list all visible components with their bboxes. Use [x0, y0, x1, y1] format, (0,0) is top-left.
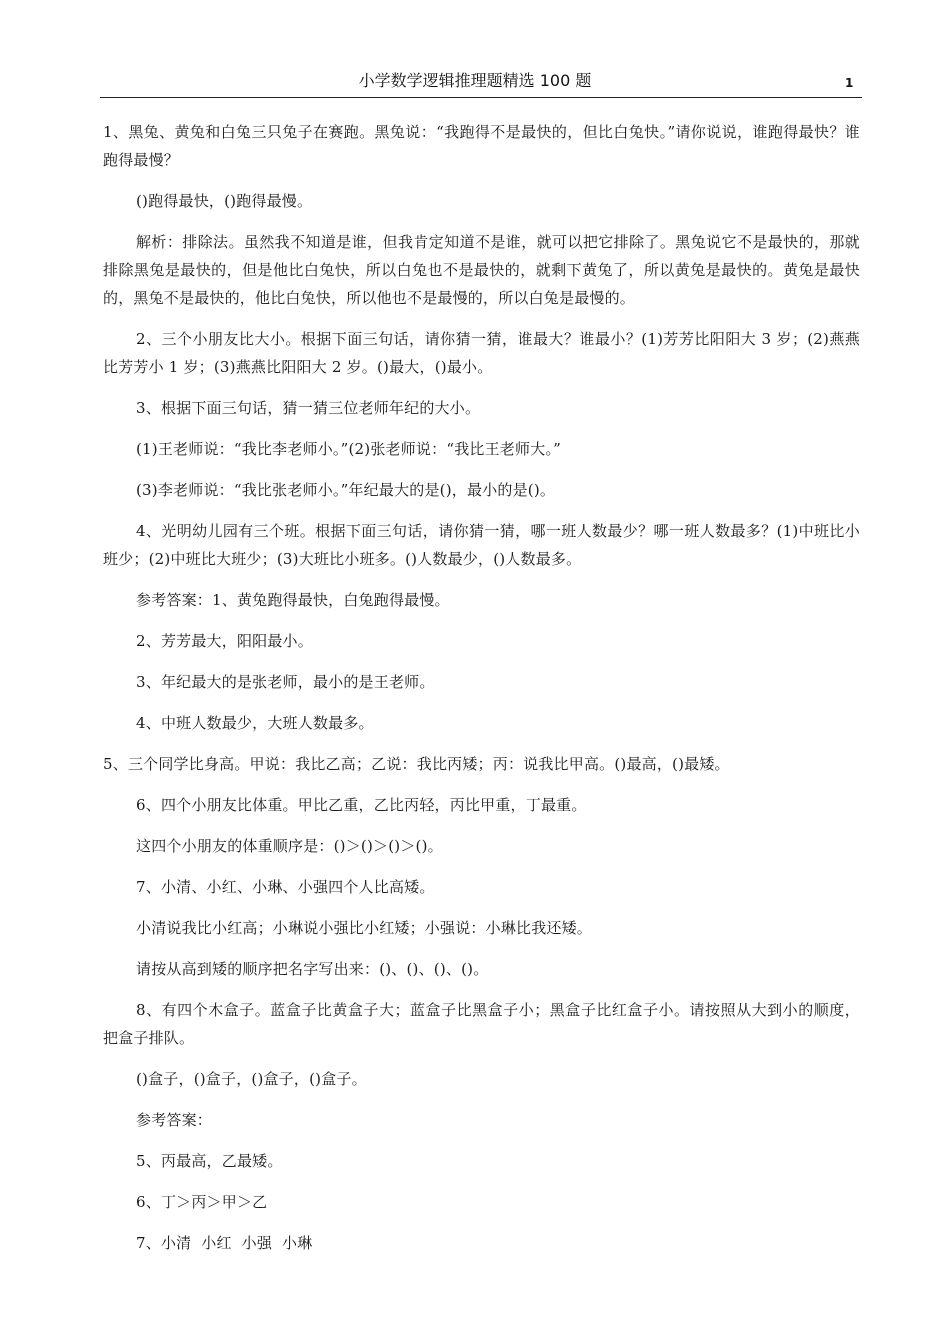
paragraph: 2、芳芳最大，阳阳最小。: [136, 632, 313, 650]
paragraph: 解析：排除法。虽然我不知道是谁，但我肯定知道不是谁，就可以把它排除了。黑兔说它不是最快的，那就排除黑兔是最快的，但是他比白兔快，所以白兔也不是最快的，就剩下黄兔了，所以黄兔是最快的。黄兔是最快的，黑兔不是最快的，他比白兔快，所以他也不是最慢的，所以白兔是最慢的。: [103, 233, 860, 307]
header-divider: [100, 97, 862, 98]
paragraph: 6、四个小朋友比体重。甲比乙重，乙比丙轻，丙比甲重，丁最重。: [136, 796, 587, 814]
paragraph: 2、三个小朋友比大小。根据下面三句话，请你猜一猜，谁最大？谁最小？(1)芳芳比阳阳大 3 岁；(2)燕燕比芳芳小 1 岁；(3)燕燕比阳阳大 2 岁。()最大，()最小。: [103, 330, 860, 376]
paragraph: 4、中班人数最少，大班人数最多。: [136, 714, 374, 732]
paragraph: 8、有四个木盒子。蓝盒子比黄盒子大；蓝盒子比黑盒子小；黑盒子比红盒子小。请按照从大到小的顺度，把盒子排队。: [103, 1001, 860, 1047]
paragraph: 3、年纪最大的是张老师，最小的是王老师。: [136, 673, 435, 691]
paragraph: 1、黑兔、黄兔和白兔三只兔子在赛跑。黑兔说：“我跑得不是最快的，但比白兔快。”请你说说，谁跑得最快？谁跑得最慢？: [103, 123, 860, 169]
paragraph: 这四个小朋友的体重顺序是：()＞()＞()＞()。: [136, 837, 443, 855]
paragraph: (1)王老师说：“我比李老师小。”(2)张老师说：“我比王老师大。”: [136, 440, 561, 458]
paragraph: ()盒子，()盒子，()盒子，()盒子。: [136, 1070, 367, 1088]
paragraph: 7、小清、小红、小琳、小强四个人比高矮。: [136, 878, 435, 896]
paragraph: ()跑得最快，()跑得最慢。: [136, 192, 313, 210]
paragraph: 3、根据下面三句话，猜一猜三位老师年纪的大小。: [136, 399, 481, 417]
document-body: [103, 118, 860, 1270]
paragraph: 5、三个同学比身高。甲说：我比乙高；乙说：我比丙矮；丙：说我比甲高。()最高，()最矮。: [103, 755, 730, 773]
page-header-title: 小学数学逻辑推理题精选 100 题: [358, 71, 592, 90]
paragraph: 请按从高到矮的顺序把名字写出来：()、()、()、()。: [136, 960, 489, 978]
paragraph: 6、丁＞丙＞甲＞乙: [136, 1193, 268, 1211]
page-number: 1: [845, 76, 854, 90]
paragraph: 7、小清 小红 小强 小琳: [136, 1234, 313, 1252]
paragraph: 5、丙最高，乙最矮。: [136, 1152, 283, 1170]
paragraph: 参考答案：: [136, 1111, 213, 1129]
paragraph: 小清说我比小红高；小琳说小强比小红矮；小强说：小琳比我还矮。: [136, 919, 593, 937]
paragraph: 4、光明幼儿园有三个班。根据下面三句话，请你猜一猜，哪一班人数最少？哪一班人数最多？(1)中班比小班少；(2)中班比大班少；(3)大班比小班多。()人数最少，()人数最多。: [103, 522, 860, 568]
paragraph: 参考答案：1、黄兔跑得最快，白兔跑得最慢。: [136, 591, 450, 609]
paragraph: (3)李老师说：“我比张老师小。”年纪最大的是()，最小的是()。: [136, 481, 556, 499]
